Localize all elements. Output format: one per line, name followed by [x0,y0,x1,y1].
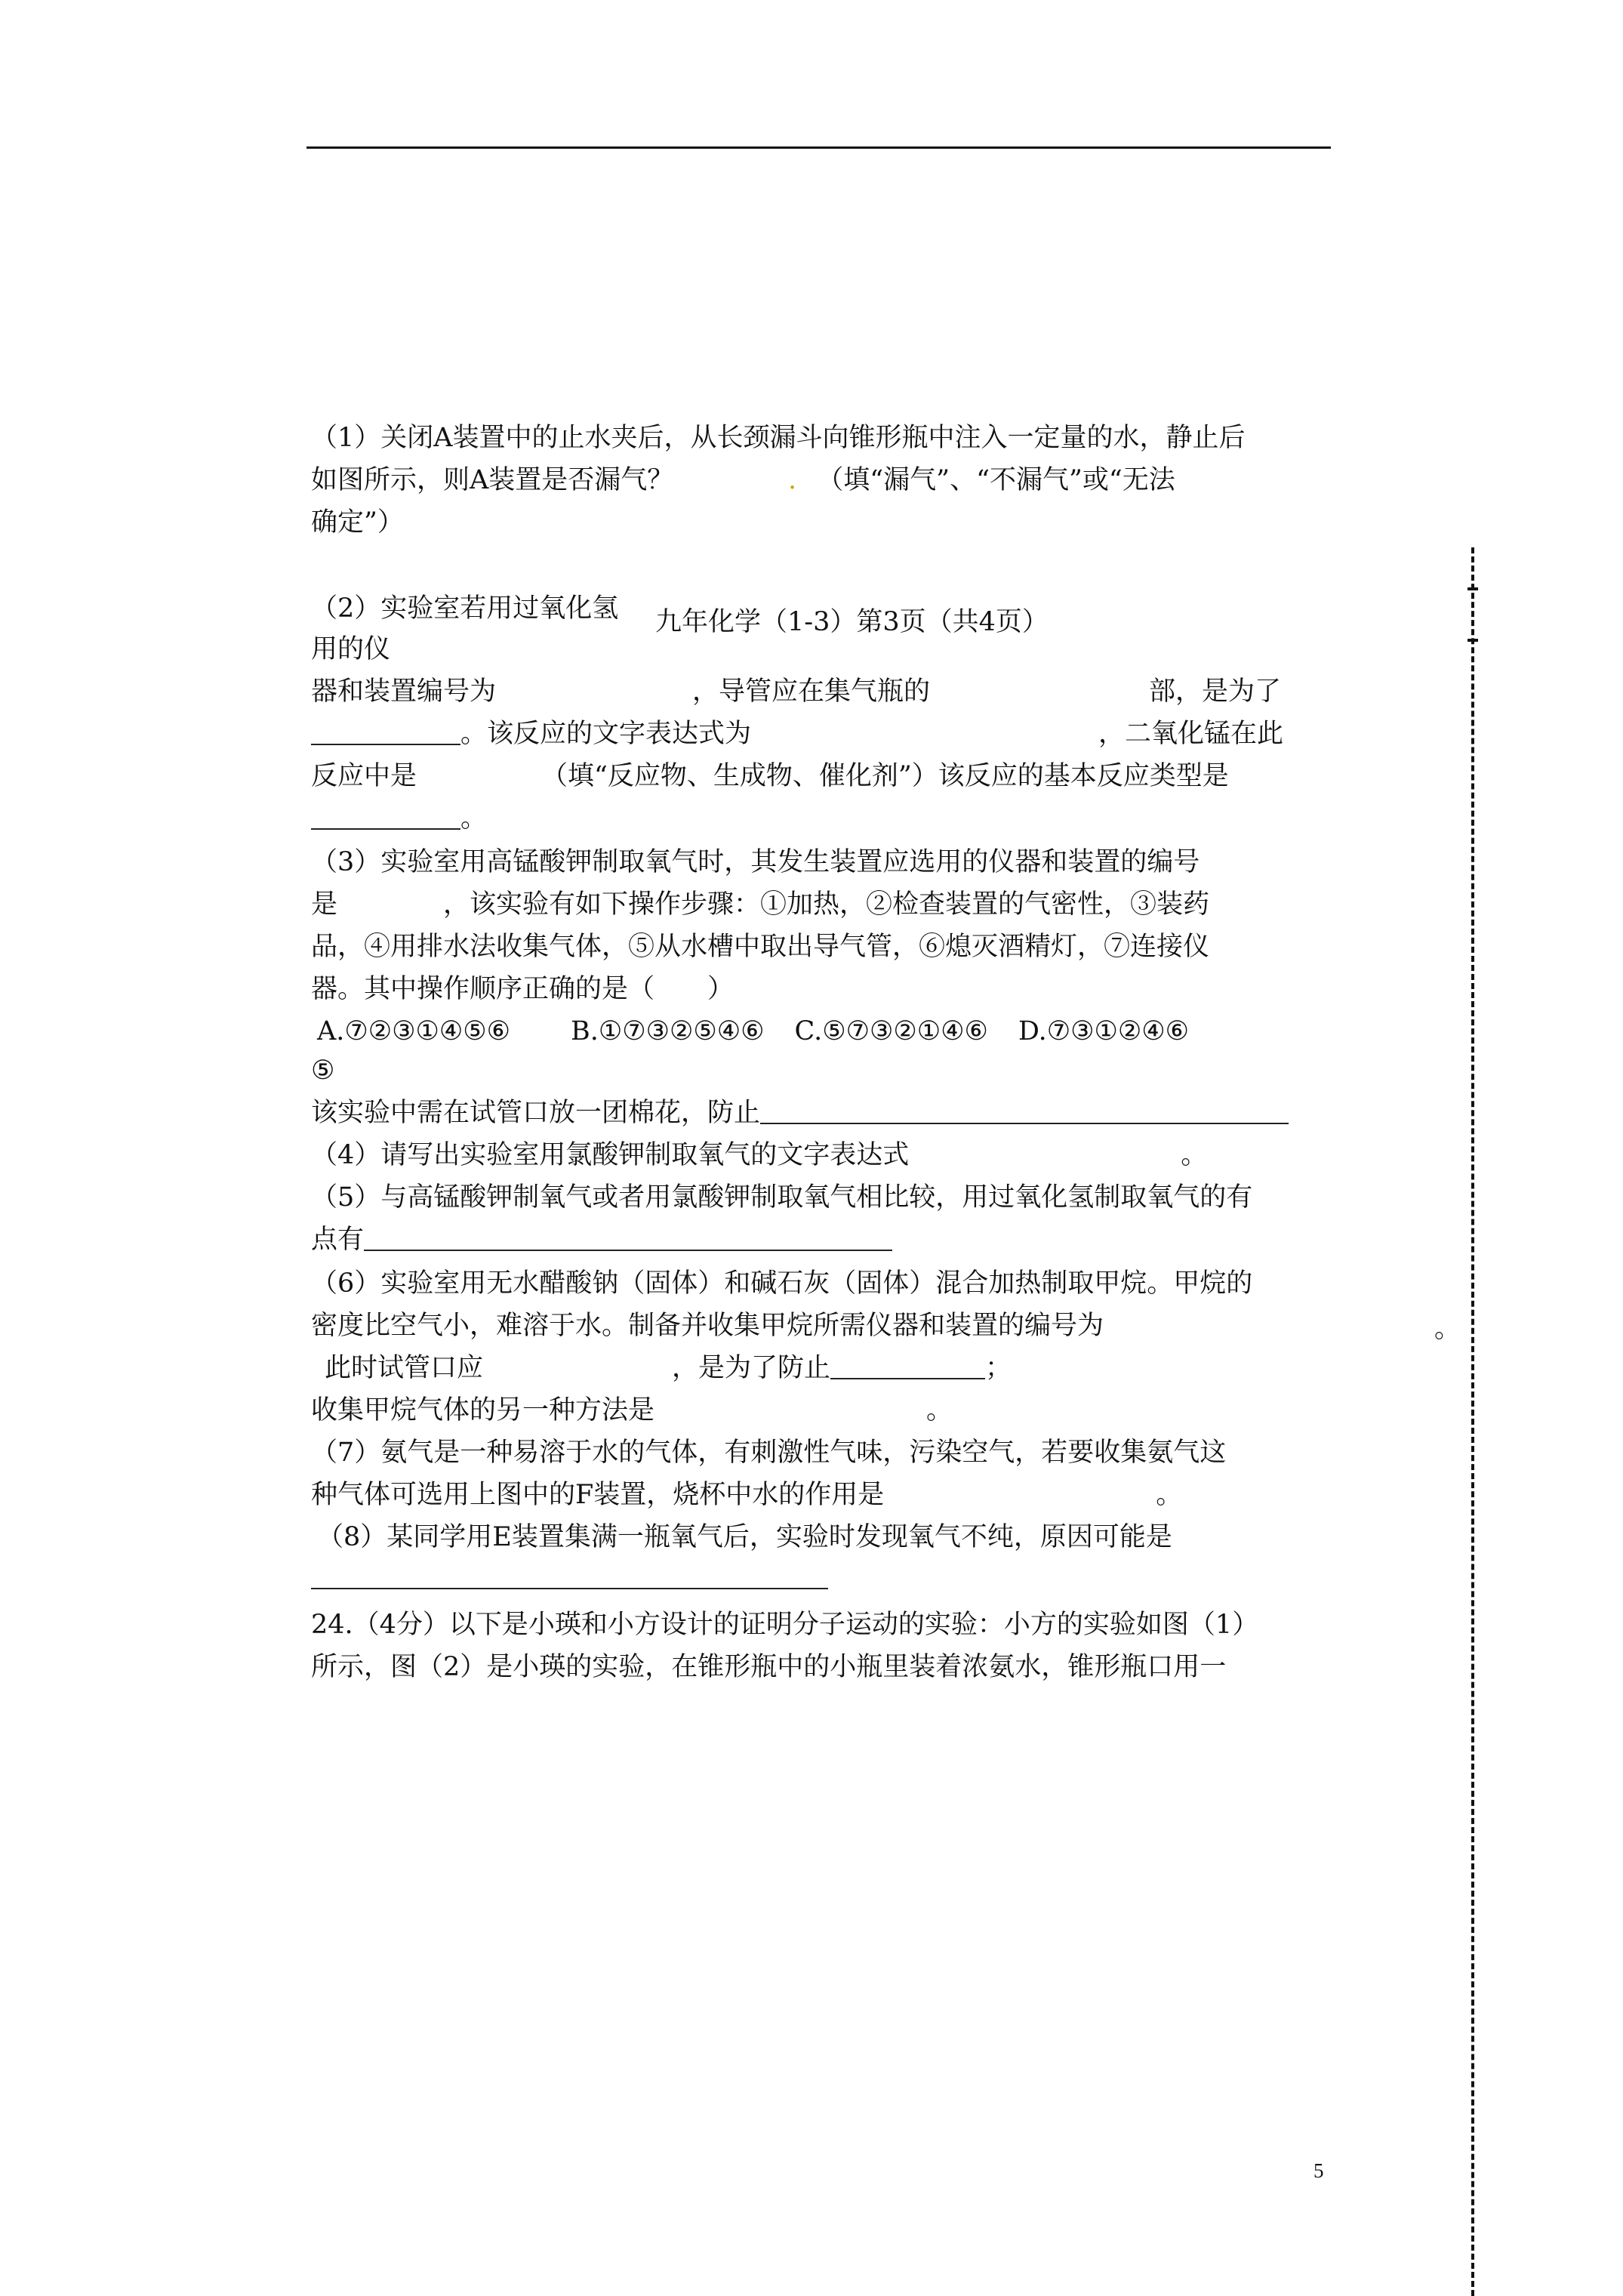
q6-period: 。 [1434,1314,1461,1344]
q24-line-1: 24.（4分）以下是小瑛和小方设计的证明分子运动的实验：小方的实验如图（1） [311,1610,1259,1640]
q1-line-3: 确定”） [311,507,404,538]
binding-mark [1467,639,1478,642]
option-c: C.⑤⑦③②①④⑥ [794,1016,988,1046]
q3-line-4: 器。其中操作顺序正确的是（ ） [311,974,735,1004]
q2-line-4 [311,716,1330,752]
q5-text: 点有 [311,1225,365,1255]
q7-line-2 [311,1477,1330,1513]
answer-blank [311,718,460,745]
q6-text-b: ，是为了防止 [672,1353,831,1383]
q6-line-2: 密度比空气小，难溶于水。制备并收集甲烷所需仪器和装置的编号为 [311,1311,1104,1341]
q3-line-2 [311,886,1330,923]
q8-line-2 [311,1560,1330,1596]
q2-line-5 [311,758,1330,794]
q5-line-1: （5）与高锰酸钾制氧气或者用氯酸钾制取氧气相比较，用过氧化氢制取氧气的有 [311,1182,1253,1213]
q2-text-g: （填“反应物、生成物、催化剂”）该反应的基本反应类型是 [541,761,1229,791]
answer-blank [364,1224,892,1251]
binding-line [1471,547,1474,2296]
q2-text-a: 器和装置编号为 [311,676,497,707]
q6-text-d: 收集甲烷气体的另一种方法是 [311,1395,655,1425]
q2-line-3 [311,673,1330,710]
q6-text-e: 。 [926,1395,953,1425]
answer-blank [760,1097,1289,1124]
q2-line-1: （2）实验室若用过氧化氢 [311,593,619,624]
q3-text-b: ，该实验有如下操作步骤：①加热，②检查装置的气密性，③装药 [443,889,1210,920]
q2-line-6 [311,800,1330,837]
answer-blank [830,1352,985,1379]
header-rule [306,146,1331,149]
option-d: D.⑦③①②④⑥ [1018,1016,1190,1046]
option-b: B.①⑦③②⑤④⑥ [571,1016,765,1046]
q4-text: （4）请写出实验室用氯酸钾制取氧气的文字表达式 [311,1140,910,1170]
q6-line-4 [311,1392,1330,1428]
q2-text-h: 。 [460,803,488,834]
stray-dot: . [788,465,797,495]
page-number: 5 [1313,2159,1324,2182]
q3-line-3: 品，④用排水法收集气体，⑤从水槽中取出导气管，⑥熄灭酒精灯，⑦连接仪 [311,932,1210,962]
q4-period: 。 [1181,1140,1208,1170]
q3-option-d-wrap: ⑤ [311,1056,335,1086]
option-a: A.⑦②③①④⑤⑥ [317,1016,511,1046]
q7-period: 。 [1156,1480,1183,1510]
q2-text-e: ，二氧化锰在此 [1098,719,1284,749]
q6-line-1: （6）实验室用无水醋酸钠（固体）和碱石灰（固体）混合加热制取甲烷。甲烷的 [311,1268,1253,1299]
binding-mark [1467,587,1478,590]
q6-line-3 [325,1350,1344,1386]
q2-text-f: 反应中是 [311,761,417,791]
q4-line-1 [311,1137,1330,1173]
q7-line-1: （7）氨气是一种易溶于水的气体，有刺激性气味，污染空气，若要收集氨气这 [311,1438,1227,1468]
q3-line-1: （3）实验室用高锰酸钾制取氧气时，其发生装置应选用的仪器和装置的编号 [311,847,1200,877]
q3-text-a: 是 [311,889,338,920]
q2-line-2: 用的仪 [311,634,391,664]
q2-text-d: 。该反应的文字表达式为 [460,719,752,749]
q1-line-2 [311,462,1330,498]
q24-line-2: 所示，图（2）是小瑛的实验，在锥形瓶中的小瓶里装着浓氨水，锥形瓶口用一 [311,1652,1227,1682]
q2-text-c: 部，是为了 [1149,676,1282,707]
q1-text: 如图所示，则A装置是否漏气？ [311,465,674,495]
answer-blank [311,1562,828,1589]
page-header: 九年化学（1-3）第3页（共4页） [651,604,1053,640]
answer-blank [311,803,460,830]
q6-text-a: 此时试管口应 [325,1353,484,1383]
q3-line-6 [311,1095,1330,1131]
q2-text-b: ，导管应在集气瓶的 [692,676,931,707]
q3-options [317,1013,1336,1049]
q1-line-1: （1）关闭A装置中的止水夹后，从长颈漏斗向锥形瓶中注入一定量的水，静止后 [311,423,1246,453]
q3-text-c: 该实验中需在试管口放一团棉花，防止 [311,1098,761,1128]
q7-text: 种气体可选用上图中的F装置，烧杯中水的作用是 [311,1480,885,1510]
q1-options: （填“漏气”、“不漏气”或“无法 [817,465,1175,495]
q6-text-c: ； [985,1353,1012,1383]
q8-line-1: （8）某同学用E装置集满一瓶氧气后，实验时发现氧气不纯，原因可能是 [317,1522,1172,1552]
q5-line-2 [311,1222,1330,1258]
